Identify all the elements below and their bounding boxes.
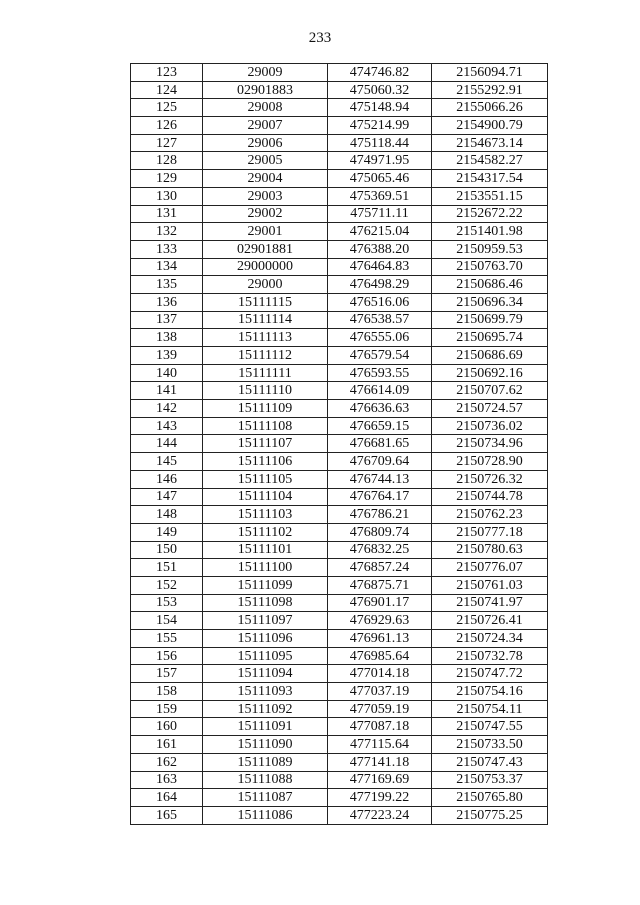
- table-row: [131, 612, 548, 630]
- point-number-cell: 138: [131, 329, 203, 347]
- point-number-cell: 140: [131, 364, 203, 382]
- point-code-cell: 29007: [203, 117, 328, 135]
- y-coordinate-cell: 2150686.69: [432, 347, 548, 365]
- y-coordinate-cell: 2155066.26: [432, 99, 548, 117]
- y-coordinate-cell: 2150754.11: [432, 700, 548, 718]
- point-code-cell: 29000: [203, 276, 328, 294]
- y-coordinate-cell: 2150761.03: [432, 576, 548, 594]
- y-coordinate-cell: 2150747.43: [432, 753, 548, 771]
- x-coordinate-cell: 476555.06: [328, 329, 432, 347]
- point-code-cell: 15111115: [203, 293, 328, 311]
- coordinates-table: [130, 63, 548, 825]
- x-coordinate-cell: 477169.69: [328, 771, 432, 789]
- table-row: [131, 736, 548, 754]
- x-coordinate-cell: 477199.22: [328, 789, 432, 807]
- x-coordinate-cell: 477115.64: [328, 736, 432, 754]
- table-row: [131, 665, 548, 683]
- point-code-cell: 15111087: [203, 789, 328, 807]
- table-row: [131, 240, 548, 258]
- point-code-cell: 15111088: [203, 771, 328, 789]
- y-coordinate-cell: 2150775.25: [432, 806, 548, 824]
- x-coordinate-cell: 476464.83: [328, 258, 432, 276]
- point-number-cell: 159: [131, 700, 203, 718]
- x-coordinate-cell: 476681.65: [328, 435, 432, 453]
- point-number-cell: 143: [131, 417, 203, 435]
- y-coordinate-cell: 2150732.78: [432, 647, 548, 665]
- x-coordinate-cell: 476929.63: [328, 612, 432, 630]
- point-number-cell: 133: [131, 240, 203, 258]
- x-coordinate-cell: 476593.55: [328, 364, 432, 382]
- table-row: [131, 576, 548, 594]
- y-coordinate-cell: 2155292.91: [432, 81, 548, 99]
- y-coordinate-cell: 2150776.07: [432, 559, 548, 577]
- x-coordinate-cell: 477087.18: [328, 718, 432, 736]
- x-coordinate-cell: 477037.19: [328, 683, 432, 701]
- table-row: [131, 594, 548, 612]
- x-coordinate-cell: 476636.63: [328, 400, 432, 418]
- point-number-cell: 144: [131, 435, 203, 453]
- point-number-cell: 123: [131, 64, 203, 82]
- table-row: [131, 293, 548, 311]
- point-code-cell: 29008: [203, 99, 328, 117]
- x-coordinate-cell: 476614.09: [328, 382, 432, 400]
- x-coordinate-cell: 476709.64: [328, 453, 432, 471]
- table-row: [131, 806, 548, 824]
- table-row: [131, 382, 548, 400]
- y-coordinate-cell: 2152672.22: [432, 205, 548, 223]
- table-row: [131, 99, 548, 117]
- point-number-cell: 124: [131, 81, 203, 99]
- table-row: [131, 223, 548, 241]
- y-coordinate-cell: 2150777.18: [432, 523, 548, 541]
- table-row: [131, 81, 548, 99]
- y-coordinate-cell: 2150744.78: [432, 488, 548, 506]
- x-coordinate-cell: 475060.32: [328, 81, 432, 99]
- y-coordinate-cell: 2156094.71: [432, 64, 548, 82]
- x-coordinate-cell: 476961.13: [328, 630, 432, 648]
- point-code-cell: 02901881: [203, 240, 328, 258]
- y-coordinate-cell: 2150753.37: [432, 771, 548, 789]
- point-number-cell: 152: [131, 576, 203, 594]
- y-coordinate-cell: 2150762.23: [432, 506, 548, 524]
- point-number-cell: 132: [131, 223, 203, 241]
- point-code-cell: 15111105: [203, 470, 328, 488]
- x-coordinate-cell: 476538.57: [328, 311, 432, 329]
- point-code-cell: 15111104: [203, 488, 328, 506]
- table-row: [131, 453, 548, 471]
- point-code-cell: 15111111: [203, 364, 328, 382]
- point-number-cell: 153: [131, 594, 203, 612]
- y-coordinate-cell: 2154673.14: [432, 134, 548, 152]
- point-number-cell: 150: [131, 541, 203, 559]
- y-coordinate-cell: 2153551.15: [432, 187, 548, 205]
- x-coordinate-cell: 476786.21: [328, 506, 432, 524]
- y-coordinate-cell: 2150707.62: [432, 382, 548, 400]
- y-coordinate-cell: 2150747.55: [432, 718, 548, 736]
- table-row: [131, 488, 548, 506]
- table-row: [131, 771, 548, 789]
- x-coordinate-cell: 476659.15: [328, 417, 432, 435]
- point-number-cell: 149: [131, 523, 203, 541]
- point-code-cell: 15111096: [203, 630, 328, 648]
- y-coordinate-cell: 2150726.32: [432, 470, 548, 488]
- point-code-cell: 15111091: [203, 718, 328, 736]
- point-number-cell: 154: [131, 612, 203, 630]
- point-code-cell: 15111099: [203, 576, 328, 594]
- point-code-cell: 15111102: [203, 523, 328, 541]
- point-number-cell: 142: [131, 400, 203, 418]
- table-row: [131, 789, 548, 807]
- point-number-cell: 130: [131, 187, 203, 205]
- point-number-cell: 151: [131, 559, 203, 577]
- x-coordinate-cell: 476744.13: [328, 470, 432, 488]
- x-coordinate-cell: 476498.29: [328, 276, 432, 294]
- point-code-cell: 29000000: [203, 258, 328, 276]
- point-code-cell: 15111093: [203, 683, 328, 701]
- table-row: [131, 400, 548, 418]
- y-coordinate-cell: 2150686.46: [432, 276, 548, 294]
- point-code-cell: 15111094: [203, 665, 328, 683]
- table-row: [131, 683, 548, 701]
- x-coordinate-cell: 476579.54: [328, 347, 432, 365]
- table-row: [131, 700, 548, 718]
- x-coordinate-cell: 476832.25: [328, 541, 432, 559]
- point-code-cell: 29002: [203, 205, 328, 223]
- x-coordinate-cell: 476516.06: [328, 293, 432, 311]
- point-number-cell: 135: [131, 276, 203, 294]
- table-row: [131, 753, 548, 771]
- y-coordinate-cell: 2150692.16: [432, 364, 548, 382]
- point-code-cell: 29004: [203, 170, 328, 188]
- point-code-cell: 15111101: [203, 541, 328, 559]
- point-code-cell: 15111112: [203, 347, 328, 365]
- point-code-cell: 15111106: [203, 453, 328, 471]
- table-row: [131, 258, 548, 276]
- y-coordinate-cell: 2150763.70: [432, 258, 548, 276]
- y-coordinate-cell: 2150741.97: [432, 594, 548, 612]
- y-coordinate-cell: 2150726.41: [432, 612, 548, 630]
- x-coordinate-cell: 477141.18: [328, 753, 432, 771]
- point-code-cell: 15111098: [203, 594, 328, 612]
- x-coordinate-cell: 475369.51: [328, 187, 432, 205]
- point-code-cell: 29003: [203, 187, 328, 205]
- y-coordinate-cell: 2151401.98: [432, 223, 548, 241]
- table-row: [131, 435, 548, 453]
- x-coordinate-cell: 477059.19: [328, 700, 432, 718]
- y-coordinate-cell: 2150736.02: [432, 417, 548, 435]
- x-coordinate-cell: 476764.17: [328, 488, 432, 506]
- y-coordinate-cell: 2150754.16: [432, 683, 548, 701]
- table-row: [131, 134, 548, 152]
- point-code-cell: 15111089: [203, 753, 328, 771]
- point-number-cell: 129: [131, 170, 203, 188]
- table-row: [131, 64, 548, 82]
- point-number-cell: 160: [131, 718, 203, 736]
- point-number-cell: 139: [131, 347, 203, 365]
- x-coordinate-cell: 476388.20: [328, 240, 432, 258]
- table-row: [131, 647, 548, 665]
- table-row: [131, 329, 548, 347]
- point-code-cell: 15111100: [203, 559, 328, 577]
- y-coordinate-cell: 2150699.79: [432, 311, 548, 329]
- table-row: [131, 718, 548, 736]
- point-number-cell: 155: [131, 630, 203, 648]
- table-row: [131, 630, 548, 648]
- point-code-cell: 15111113: [203, 329, 328, 347]
- point-number-cell: 127: [131, 134, 203, 152]
- table-row: [131, 559, 548, 577]
- point-code-cell: 29009: [203, 64, 328, 82]
- point-number-cell: 162: [131, 753, 203, 771]
- y-coordinate-cell: 2150959.53: [432, 240, 548, 258]
- point-number-cell: 126: [131, 117, 203, 135]
- point-number-cell: 146: [131, 470, 203, 488]
- y-coordinate-cell: 2150765.80: [432, 789, 548, 807]
- point-number-cell: 164: [131, 789, 203, 807]
- table-row: [131, 417, 548, 435]
- point-code-cell: 29006: [203, 134, 328, 152]
- x-coordinate-cell: 474971.95: [328, 152, 432, 170]
- x-coordinate-cell: 477014.18: [328, 665, 432, 683]
- table-row: [131, 152, 548, 170]
- y-coordinate-cell: 2154317.54: [432, 170, 548, 188]
- table-body: [131, 64, 548, 825]
- point-number-cell: 145: [131, 453, 203, 471]
- x-coordinate-cell: 476875.71: [328, 576, 432, 594]
- x-coordinate-cell: 475711.11: [328, 205, 432, 223]
- y-coordinate-cell: 2150696.34: [432, 293, 548, 311]
- point-code-cell: 15111108: [203, 417, 328, 435]
- table-row: [131, 205, 548, 223]
- point-number-cell: 131: [131, 205, 203, 223]
- point-number-cell: 137: [131, 311, 203, 329]
- table-row: [131, 117, 548, 135]
- point-code-cell: 02901883: [203, 81, 328, 99]
- y-coordinate-cell: 2150734.96: [432, 435, 548, 453]
- point-number-cell: 141: [131, 382, 203, 400]
- x-coordinate-cell: 475065.46: [328, 170, 432, 188]
- y-coordinate-cell: 2150733.50: [432, 736, 548, 754]
- point-code-cell: 15111097: [203, 612, 328, 630]
- point-code-cell: 15111092: [203, 700, 328, 718]
- x-coordinate-cell: 476809.74: [328, 523, 432, 541]
- point-number-cell: 156: [131, 647, 203, 665]
- table-row: [131, 347, 548, 365]
- x-coordinate-cell: 476901.17: [328, 594, 432, 612]
- x-coordinate-cell: 475214.99: [328, 117, 432, 135]
- x-coordinate-cell: 477223.24: [328, 806, 432, 824]
- point-code-cell: 15111110: [203, 382, 328, 400]
- point-number-cell: 158: [131, 683, 203, 701]
- point-code-cell: 15111114: [203, 311, 328, 329]
- table-row: [131, 311, 548, 329]
- y-coordinate-cell: 2150724.34: [432, 630, 548, 648]
- point-number-cell: 161: [131, 736, 203, 754]
- y-coordinate-cell: 2150695.74: [432, 329, 548, 347]
- point-code-cell: 29005: [203, 152, 328, 170]
- x-coordinate-cell: 475118.44: [328, 134, 432, 152]
- x-coordinate-cell: 475148.94: [328, 99, 432, 117]
- point-number-cell: 148: [131, 506, 203, 524]
- page-number: 233: [308, 30, 332, 46]
- point-code-cell: 15111103: [203, 506, 328, 524]
- point-code-cell: 15111086: [203, 806, 328, 824]
- x-coordinate-cell: 476857.24: [328, 559, 432, 577]
- point-number-cell: 147: [131, 488, 203, 506]
- y-coordinate-cell: 2150728.90: [432, 453, 548, 471]
- point-number-cell: 136: [131, 293, 203, 311]
- point-code-cell: 15111107: [203, 435, 328, 453]
- y-coordinate-cell: 2150747.72: [432, 665, 548, 683]
- point-number-cell: 125: [131, 99, 203, 117]
- point-code-cell: 15111090: [203, 736, 328, 754]
- table-row: [131, 470, 548, 488]
- table-row: [131, 506, 548, 524]
- point-number-cell: 134: [131, 258, 203, 276]
- table-row: [131, 541, 548, 559]
- table-row: [131, 187, 548, 205]
- x-coordinate-cell: 476215.04: [328, 223, 432, 241]
- y-coordinate-cell: 2154900.79: [432, 117, 548, 135]
- table-row: [131, 364, 548, 382]
- point-number-cell: 157: [131, 665, 203, 683]
- point-code-cell: 15111109: [203, 400, 328, 418]
- point-number-cell: 128: [131, 152, 203, 170]
- table-row: [131, 523, 548, 541]
- table-row: [131, 170, 548, 188]
- x-coordinate-cell: 474746.82: [328, 64, 432, 82]
- y-coordinate-cell: 2154582.27: [432, 152, 548, 170]
- point-code-cell: 15111095: [203, 647, 328, 665]
- table-row: [131, 276, 548, 294]
- point-number-cell: 165: [131, 806, 203, 824]
- y-coordinate-cell: 2150780.63: [432, 541, 548, 559]
- point-code-cell: 29001: [203, 223, 328, 241]
- point-number-cell: 163: [131, 771, 203, 789]
- y-coordinate-cell: 2150724.57: [432, 400, 548, 418]
- x-coordinate-cell: 476985.64: [328, 647, 432, 665]
